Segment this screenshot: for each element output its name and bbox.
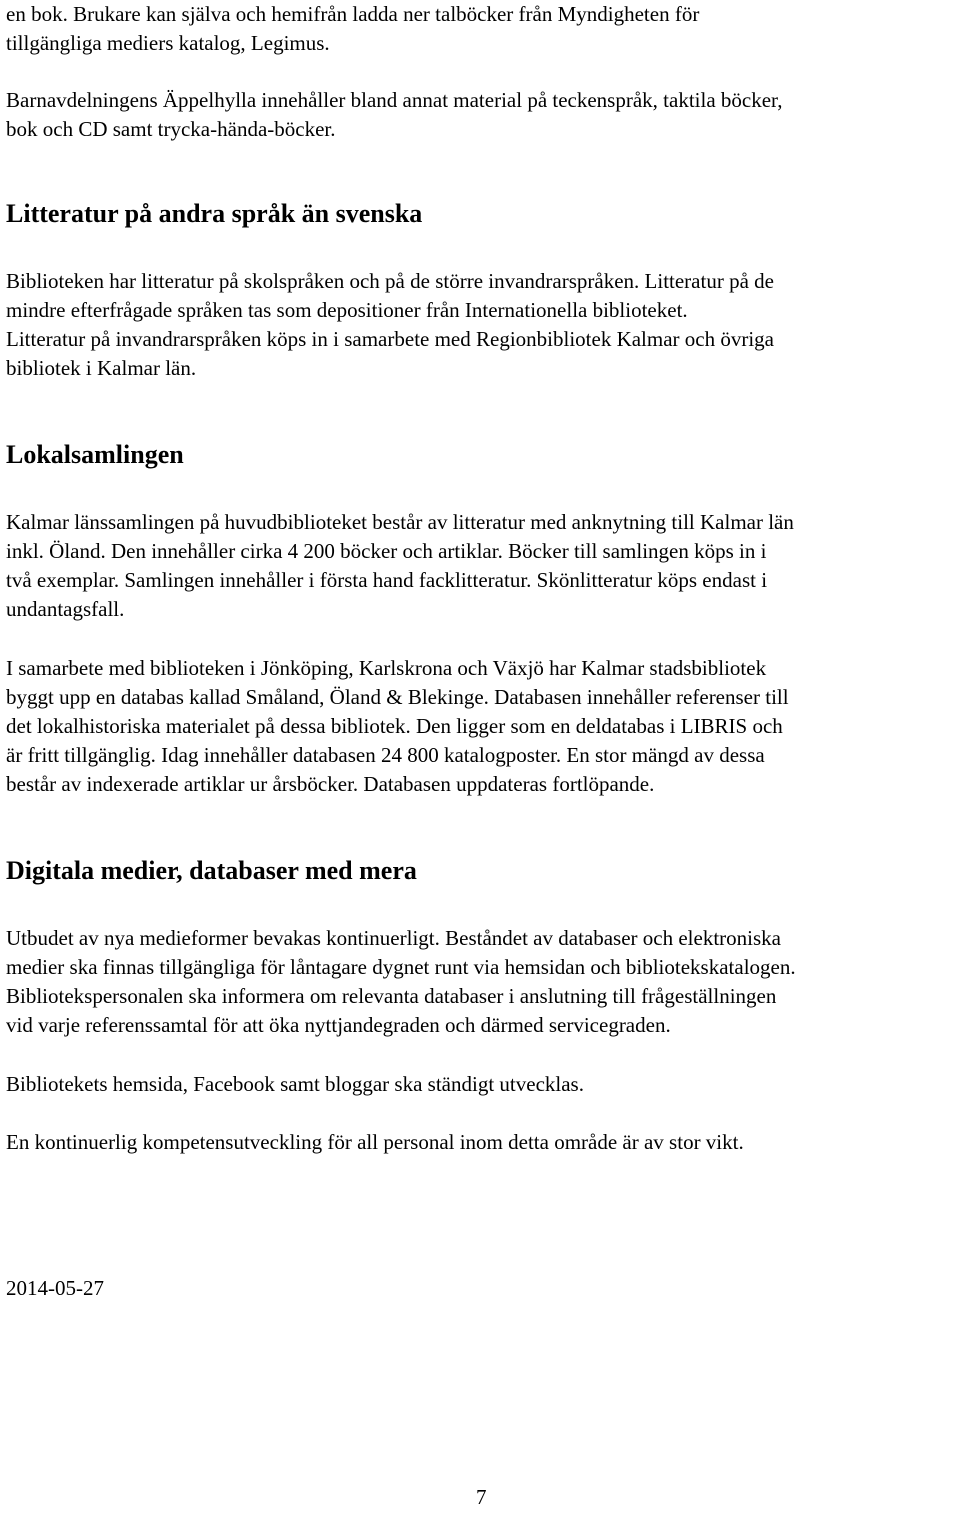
body-line: är fritt tillgänglig. Idag innehåller databasen 24 800 katalogposter. En stor mängd av dessa <box>6 743 765 767</box>
body-line: Utbudet av nya medieformer bevakas kontinuerligt. Beståndet av databaser och elektroniska <box>6 926 781 950</box>
body-line: inkl. Öland. Den innehåller cirka 4 200 böcker och artiklar. Böcker till samlingen köps in i <box>6 539 767 563</box>
body-line: mindre efterfrågade språken tas som depositioner från Internationella biblioteket. <box>6 298 688 322</box>
body-line: Kalmar länssamlingen på huvudbiblioteket består av litteratur med anknytning till Kalmar län <box>6 510 794 534</box>
intro-line: tillgängliga mediers katalog, Legimus. <box>6 31 330 55</box>
section-heading-local: Lokalsamlingen <box>6 440 184 469</box>
body-line: Bibliotekspersonalen ska informera om relevanta databaser i anslutning till frågeställningen <box>6 984 777 1008</box>
page-number: 7 <box>476 1485 487 1509</box>
body-line: två exemplar. Samlingen innehåller i första hand facklitteratur. Skönlitteratur köps endast i <box>6 568 768 592</box>
document-date: 2014-05-27 <box>6 1276 104 1300</box>
body-line: Biblioteken har litteratur på skolspråken och på de större invandrarspråken. Litteratur på de <box>6 269 774 293</box>
body-line: består av indexerade artiklar ur årsböcker. Databasen uppdateras fortlöpande. <box>6 772 655 796</box>
intro-line: Barnavdelningens Äppelhylla innehåller bland annat material på teckenspråk, taktila böcker, <box>6 88 783 112</box>
body-line: Litteratur på invandrarspråken köps in i samarbete med Regionbibliotek Kalmar och övriga <box>6 327 775 351</box>
intro-line: en bok. Brukare kan själva och hemifrån ladda ner talböcker från Myndigheten för <box>6 2 700 26</box>
section-heading-digital: Digitala medier, databaser med mera <box>6 856 417 885</box>
section-heading-languages: Litteratur på andra språk än svenska <box>6 199 423 228</box>
body-line: byggt upp en databas kallad Småland, Öland & Blekinge. Databasen innehåller referenser till <box>6 685 789 709</box>
body-line: vid varje referenssamtal för att öka nyttjandegraden och därmed servicegraden. <box>6 1013 671 1037</box>
body-line: det lokalhistoriska materialet på dessa bibliotek. Den ligger som en deldatabas i LIBRIS och <box>6 714 783 738</box>
body-line: undantagsfall. <box>6 597 125 621</box>
intro-line: bok och CD samt trycka-hända-böcker. <box>6 117 336 141</box>
body-line: I samarbete med biblioteken i Jönköping, Karlskrona och Växjö har Kalmar stadsbibliotek <box>6 656 767 680</box>
body-line: Bibliotekets hemsida, Facebook samt bloggar ska ständigt utvecklas. <box>6 1072 584 1096</box>
body-line: bibliotek i Kalmar län. <box>6 356 197 380</box>
body-line: medier ska finnas tillgängliga för låntagare dygnet runt via hemsidan och bibliotekskatalogen. <box>6 955 796 979</box>
body-line: En kontinuerlig kompetensutveckling för all personal inom detta område är av stor vikt. <box>6 1130 744 1154</box>
